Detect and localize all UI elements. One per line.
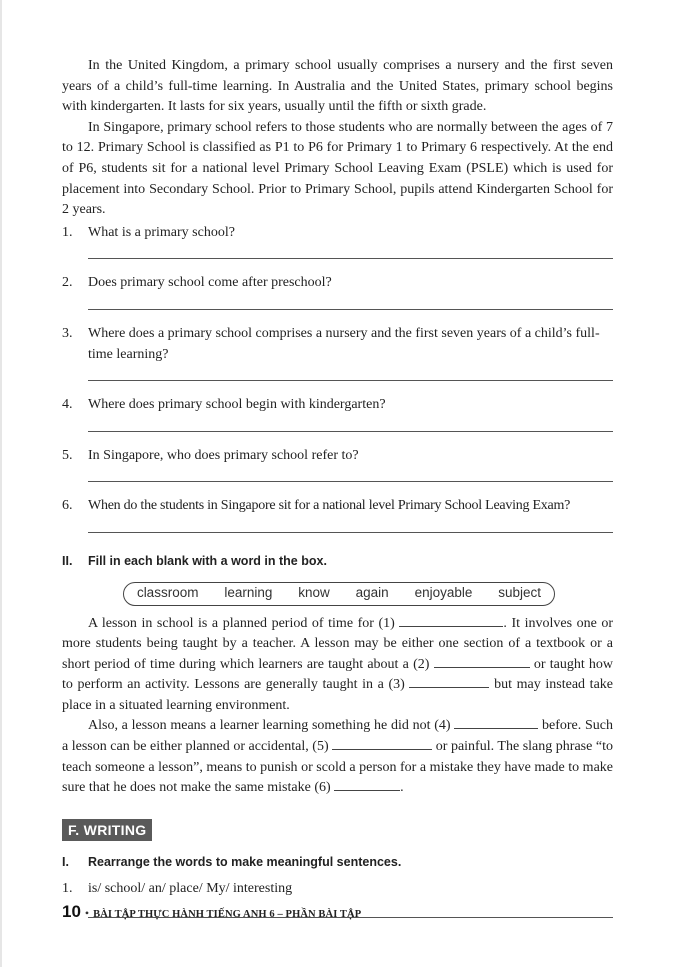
section-2-heading — [62, 551, 613, 572]
footer-bullet: • — [84, 906, 90, 920]
blank-3[interactable] — [409, 675, 489, 688]
section-instruction: Rearrange the words to make meaningful sentences. — [88, 855, 402, 870]
fill-paragraph-1 — [62, 614, 613, 717]
question-text: Where does a primary school comprises a nursery and the first seven years of a child’s full-time learning? — [88, 325, 600, 362]
question-text: Does primary school come after preschool? — [88, 275, 332, 291]
blank-5[interactable] — [332, 737, 432, 750]
section-f-sub-heading — [62, 852, 613, 873]
text-segment: but may instead take place in a situated learning environment. — [62, 677, 614, 713]
question-6 — [62, 496, 613, 517]
word-box-item: enjoyable — [414, 585, 473, 601]
question-number: 1. — [62, 224, 73, 240]
word-box — [123, 582, 555, 606]
word-box-item: know — [298, 585, 330, 601]
page-edge — [0, 0, 2, 967]
word-box-item: again — [355, 585, 389, 601]
blank-2[interactable] — [434, 655, 530, 668]
question-number: 6. — [62, 498, 73, 514]
answer-line-3[interactable] — [88, 380, 613, 381]
writing-question-1 — [62, 879, 613, 900]
answer-line-4[interactable] — [88, 431, 613, 432]
text-segment: . It involves one or more students being taught by a teacher. A lesson may be either one section of a textbook or a short period of time during which learners are taught about a (2) — [62, 615, 614, 672]
question-1 — [62, 223, 613, 244]
reading-paragraph-2: In Singapore, primary school refers to those students who are normally between the ages of 7 to 12. Primary School is classified as P1 to P6 for Primary 1 to Primary 6 respectively. At the end of P6, students sit for a national level Primary School Leaving Exam (PSLE) which is used for placement into Secondary School. Prior to Primary School, pupils attend Kindergarten School for 2 years. — [62, 119, 613, 218]
text-segment: or painful. The slang phrase “to teach someone a lesson”, means to punish or scold a person for a mistake they have made to make sure that he does not make the same mistake (6) — [62, 739, 613, 796]
question-5 — [62, 446, 613, 467]
fill-paragraph-2 — [62, 716, 613, 798]
question-number: 3. — [62, 325, 73, 341]
text-segment: A lesson in school is a planned period of time for (1) — [88, 615, 395, 631]
blank-6[interactable] — [334, 778, 400, 791]
question-number: 4. — [62, 397, 73, 413]
word-box-item: subject — [498, 585, 542, 601]
word-box-item: classroom — [136, 585, 199, 601]
page-number: 10 — [62, 902, 81, 921]
section-f-title: F. WRITING — [62, 819, 152, 842]
question-text: In Singapore, who does primary school refer to? — [88, 447, 359, 463]
section-number: II. — [62, 553, 73, 568]
section-instruction: Fill in each blank with a word in the box. — [88, 553, 327, 568]
question-4 — [62, 395, 613, 416]
question-2 — [62, 273, 613, 294]
question-text: Where does primary school begin with kindergarten? — [88, 397, 386, 413]
question-3 — [62, 324, 613, 365]
text-segment: Also, a lesson means a learner learning something he did not (4) — [88, 718, 451, 734]
answer-line-2[interactable] — [88, 309, 613, 310]
section-number: I. — [62, 855, 69, 870]
book-title: BÀI TẬP THỰC HÀNH TIẾNG ANH 6 – PHẦN BÀI TẬP — [93, 909, 362, 920]
blank-4[interactable] — [454, 716, 538, 729]
answer-line-1[interactable] — [88, 258, 613, 259]
page-footer — [62, 902, 361, 922]
question-text: When do the students in Singapore sit for a national level Primary School Leaving Exam? — [88, 498, 571, 514]
question-number: 5. — [62, 447, 73, 463]
page-content — [62, 56, 613, 918]
answer-line-5[interactable] — [88, 481, 613, 482]
text-segment: before. Such a lesson can be either planned or accidental, (5) — [62, 718, 613, 755]
text-segment: . — [400, 780, 404, 796]
text-segment: or taught how to perform an activity. Lessons are generally taught in a (3) — [62, 656, 614, 693]
answer-line-6[interactable] — [88, 532, 613, 533]
blank-1[interactable] — [399, 614, 503, 627]
question-number: 1. — [62, 881, 73, 897]
question-text: is/ school/ an/ place/ My/ interesting — [88, 881, 293, 897]
question-text: What is a primary school? — [88, 224, 235, 240]
word-box-item: learning — [224, 585, 273, 601]
question-number: 2. — [62, 275, 73, 291]
reading-paragraph-1: In the United Kingdom, a primary school usually comprises a nursery and the first seven years of a child’s full-time learning. In Australia and the United States, primary school begins with kindergarten. It lasts for six years, usually until the fifth or sixth grade. — [62, 58, 613, 115]
